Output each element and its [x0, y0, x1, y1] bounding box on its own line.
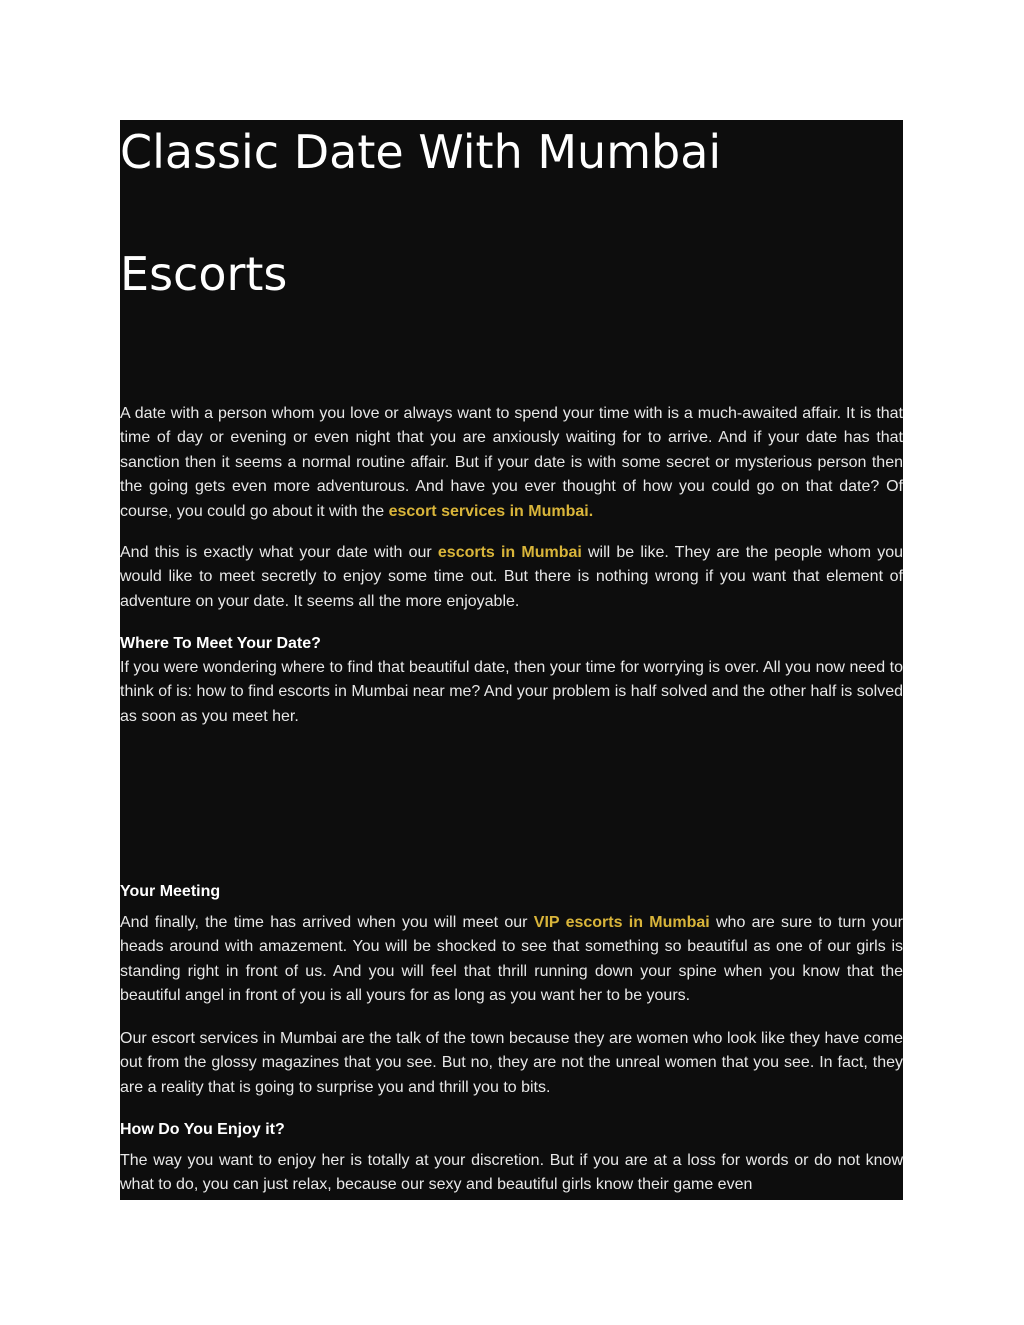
where-to-meet-heading: Where To Meet Your Date? [120, 635, 321, 652]
your-meeting-after: who are sure to turn your heads around with amazement. You will be shocked to see that something so beautiful as one of our girls is standing right in front of us. And you will feel that thrill running down your spine when you know that the beautiful angel in front of you is all yours for as long as you want her to be yours. [120, 914, 903, 1005]
second-paragraph [120, 541, 903, 614]
how-to-enjoy-heading: How Do You Enjoy it? [120, 1121, 285, 1138]
document-page [120, 120, 903, 1200]
your-meeting-heading: Your Meeting [120, 883, 221, 900]
your-meeting-before: And finally, the time has arrived when you will meet our [120, 914, 534, 931]
how-to-enjoy-paragraph: The way you want to enjoy her is totally at your discretion. But if you are at a loss for words or do not know what to do, you can just relax, because our sexy and beautiful girls know their game even [120, 1152, 903, 1194]
where-to-meet-paragraph: If you were wondering where to find that beautiful date, then your time for worrying is over. All you now need to think of is: how to find escorts in Mumbai near me? And your problem is half solved and the other half is solved as soon as you meet her. [120, 659, 903, 725]
vip-escorts-link[interactable]: VIP escorts in Mumbai [533, 914, 710, 931]
escort-services-link[interactable]: escort services in Mumbai. [388, 502, 594, 520]
intro-paragraph [120, 402, 903, 524]
page-title-line-1: Classic Date With Mumbai [120, 125, 722, 179]
escort-services-paragraph: Our escort services in Mumbai are the talk of the town because they are women who look like they have come out from the glossy magazines that you see. But no, they are not the unreal women that you see. In fact, they are a reality that is going to surprise you and thrill you to bits. [120, 1030, 903, 1096]
escorts-in-mumbai-link[interactable]: escorts in Mumbai [437, 544, 582, 561]
intro-paragraph-text: A date with a person whom you love or always want to spend your time with is a much-awaited affair. It is that time of day or evening or even night that you are anxiously waiting for to arrive. And if your date has that sanction then it seems a normal routine affair. But if your date is with some secret or mysterious person then the going gets even more adventurous. And have you ever thought of how you could go on that date? Of course, you could go about it with the [120, 405, 903, 520]
second-paragraph-before: And this is exactly what your date with our [120, 544, 438, 561]
page-title-line-2: Escorts [120, 247, 288, 301]
second-paragraph-after: will be like. They are the people whom you would like to meet secretly to enjoy some time out. But there is nothing wrong if you want that element of adventure on your date. It seems all the more enjoyable. [120, 544, 903, 610]
your-meeting-paragraph [120, 911, 903, 1009]
